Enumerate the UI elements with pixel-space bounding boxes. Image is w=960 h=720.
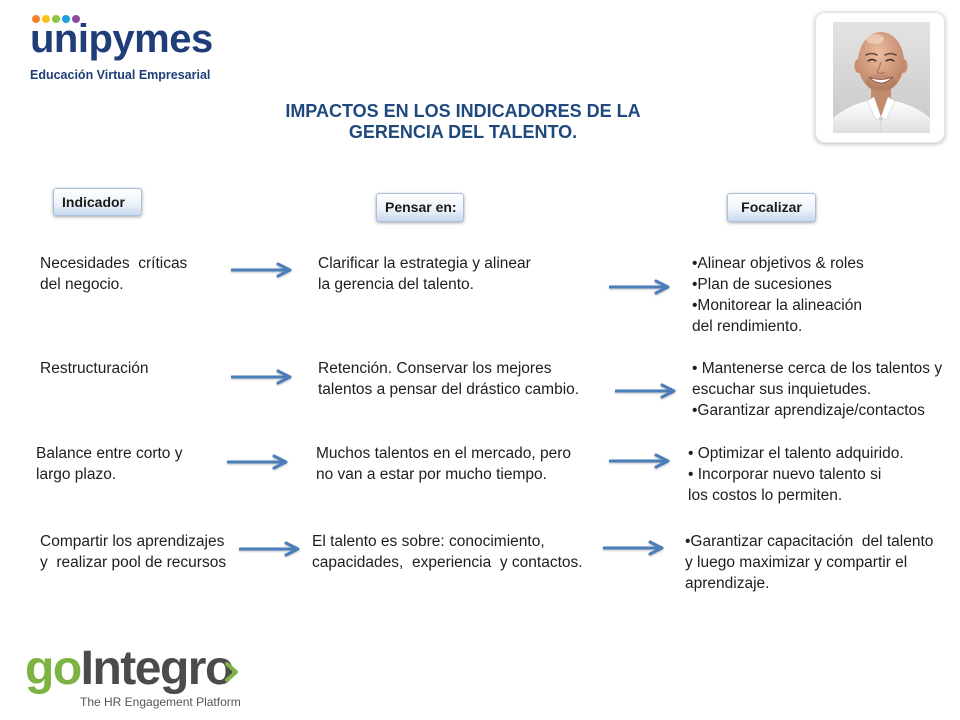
- arrow-right-icon: [227, 454, 289, 470]
- row-2-pensar: [318, 358, 579, 400]
- title-line: GERENCIA DEL TALENTO.: [348, 122, 578, 142]
- presenter-photo: [833, 22, 930, 133]
- arrow-right-icon: [609, 279, 671, 295]
- text-line: aprendizaje.: [685, 575, 770, 592]
- row-1-focalizar: [692, 253, 864, 337]
- text-line: del negocio.: [40, 276, 124, 293]
- row-3-pensar: [316, 443, 571, 485]
- logo-wordmark: unipymes: [30, 17, 213, 61]
- row-4-indicador: [40, 531, 226, 573]
- gointegro-logo: [25, 642, 233, 695]
- text-line: capacidades, experiencia y contactos.: [312, 554, 583, 571]
- text-line: Restructuración: [40, 360, 149, 377]
- text-line: Clarificar la estrategia y alinear: [318, 255, 531, 272]
- text-line: • Optimizar el talento adquirido.: [688, 445, 904, 462]
- logo-tagline: Educación Virtual Empresarial: [30, 68, 211, 82]
- row-4-focalizar: [685, 531, 933, 594]
- row-2-indicador: [40, 358, 149, 379]
- text-line: del rendimiento.: [692, 318, 803, 335]
- row-1-indicador: [40, 253, 187, 295]
- arrow-right-icon: [231, 369, 293, 385]
- gointegro-tagline: The HR Engagement Platform: [80, 695, 241, 709]
- text-line: •Alinear objetivos & roles: [692, 255, 864, 272]
- text-line: la gerencia del talento.: [318, 276, 474, 293]
- text-line: El talento es sobre: conocimiento,: [312, 533, 545, 550]
- chevron-right-icon: [225, 662, 238, 682]
- row-4-pensar: [312, 531, 583, 573]
- title-line: IMPACTOS EN LOS INDICADORES DE LA: [285, 101, 641, 121]
- row-1-pensar: [318, 253, 531, 295]
- text-line: talentos a pensar del drástico cambio.: [318, 381, 580, 398]
- logo-part-go: go: [25, 642, 81, 695]
- logo-part-o: o: [204, 642, 233, 695]
- text-line: y luego maximizar y compartir el: [685, 554, 908, 571]
- column-header-focalizar: Focalizar: [727, 193, 816, 222]
- arrow-right-icon: [231, 262, 293, 278]
- text-line: Retención. Conservar los mejores: [318, 360, 552, 377]
- text-line: escuchar sus inquietudes.: [692, 381, 872, 398]
- presenter-photo-frame: [815, 12, 945, 143]
- row-3-indicador: [36, 443, 182, 485]
- text-line: •Plan de sucesiones: [692, 276, 832, 293]
- unipymes-logo: [0, 0, 230, 90]
- text-line: no van a estar por mucho tiempo.: [316, 466, 547, 483]
- row-3-focalizar: [688, 443, 904, 506]
- text-line: largo plazo.: [36, 466, 117, 483]
- logo-part-integr: Integr: [80, 642, 205, 695]
- text-line: • Mantenerse cerca de los talentos y: [692, 360, 943, 377]
- text-line: •Monitorear la alineación: [692, 297, 862, 314]
- text-line: •Garantizar capacitación del talento: [685, 533, 934, 550]
- text-line: los costos lo permiten.: [688, 487, 843, 504]
- text-line: y realizar pool de recursos: [40, 554, 227, 571]
- arrow-right-icon: [615, 383, 677, 399]
- page-title: [230, 101, 696, 143]
- text-line: Necesidades críticas: [40, 255, 188, 272]
- arrow-right-icon: [603, 540, 665, 556]
- text-line: Muchos talentos en el mercado, pero: [316, 445, 572, 462]
- column-header-indicador: Indicador: [53, 188, 142, 216]
- arrow-right-icon: [609, 453, 671, 469]
- row-2-focalizar: [692, 358, 942, 421]
- text-line: Compartir los aprendizajes: [40, 533, 225, 550]
- text-line: Balance entre corto y: [36, 445, 183, 462]
- text-line: •Garantizar aprendizaje/contactos: [692, 402, 925, 419]
- arrow-right-icon: [239, 541, 301, 557]
- text-line: • Incorporar nuevo talento si: [688, 466, 882, 483]
- column-header-pensar: Pensar en:: [376, 193, 464, 222]
